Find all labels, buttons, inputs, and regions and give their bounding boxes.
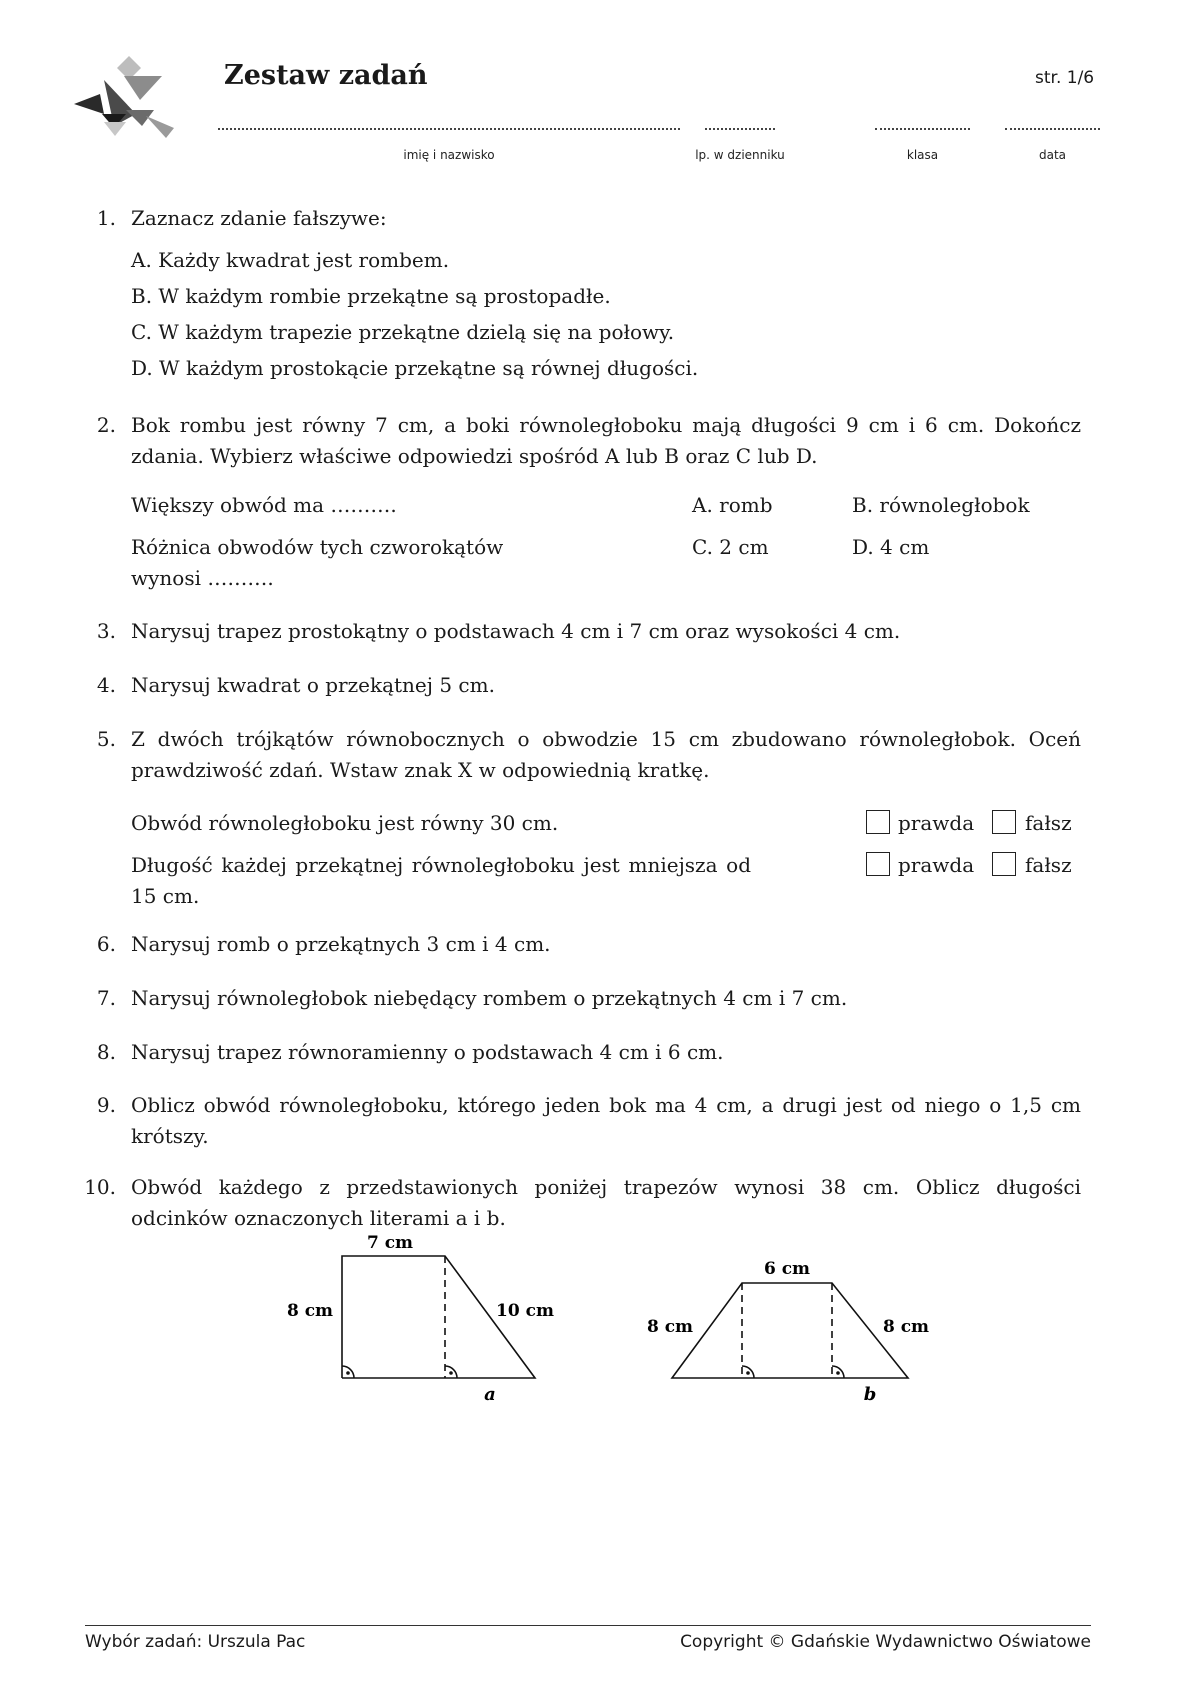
label-left: 8 cm — [646, 1317, 694, 1337]
label-top: 6 cm — [763, 1259, 811, 1279]
statement-1-false-checkbox[interactable] — [992, 810, 1016, 834]
question-text: Z dwóch trójkątów równobocznych o obwodzie 15 cm zbudowano równoległobok. Oceń prawdziwość zdań. Wstaw znak X w odpowiednią kratkę. — [131, 727, 1081, 782]
question-number: 4. — [96, 673, 116, 697]
page-title: Zestaw zadań — [224, 60, 428, 91]
question-text: Narysuj trapez prostokątny o podstawach 4 cm i 7 cm oraz wysokości 4 cm. — [131, 619, 901, 643]
label-slant: 10 cm — [496, 1301, 554, 1321]
label-right: 8 cm — [882, 1317, 930, 1337]
label-top: 7 cm — [366, 1233, 414, 1253]
number-field-label: lp. w dzienniku — [695, 148, 785, 162]
statement-1: Obwód równoległoboku jest równy 30 cm. — [131, 811, 559, 835]
class-field-label: klasa — [906, 148, 939, 162]
true-label: prawda — [898, 811, 975, 835]
question-number: 8. — [96, 1040, 116, 1064]
isosceles-trapezoid — [672, 1283, 908, 1378]
trapezoid-figures — [270, 1228, 950, 1408]
label-b: b — [863, 1384, 877, 1405]
question-text: Oblicz obwód równoległoboku, którego jeden bok ma 4 cm, a drugi jest od niego o 1,5 cm krótszy. — [131, 1093, 1081, 1148]
question-number: 7. — [96, 986, 116, 1010]
statement-2-true-checkbox[interactable] — [866, 852, 890, 876]
date-field-line[interactable] — [1005, 126, 1100, 130]
question-number: 1. — [96, 206, 116, 230]
footer-divider — [85, 1625, 1091, 1626]
name-field-line[interactable] — [218, 126, 680, 130]
answer-a[interactable]: A. romb — [692, 493, 773, 517]
sentence-perimeter-difference: Różnica obwodów tych czworokątów wynosi ………. — [131, 535, 504, 590]
statement-1-true-checkbox[interactable] — [866, 810, 890, 834]
footer-author: Wybór zadań: Urszula Pac — [85, 1632, 306, 1652]
class-field-line[interactable] — [875, 126, 970, 130]
option-b[interactable]: B. W każdym rombie przekątne są prostopadłe. — [131, 284, 611, 308]
option-a[interactable]: A. Każdy kwadrat jest rombem. — [131, 248, 450, 272]
question-number: 9. — [96, 1093, 116, 1117]
false-label: fałsz — [1025, 811, 1072, 835]
label-left: 8 cm — [286, 1301, 334, 1321]
question-number: 3. — [96, 619, 116, 643]
question-text: Narysuj trapez równoramienny o podstawach 4 cm i 6 cm. — [131, 1040, 724, 1064]
publisher-logo — [74, 56, 184, 146]
page-number: str. 1/6 — [1035, 68, 1095, 88]
question-text: Narysuj równoległobok niebędący rombem o przekątnych 4 cm i 7 cm. — [131, 986, 848, 1010]
number-field-line[interactable] — [705, 126, 775, 130]
sentence-larger-perimeter: Większy obwód ma ………. — [131, 493, 397, 517]
question-text: Narysuj kwadrat o przekątnej 5 cm. — [131, 673, 495, 697]
question-number: 2. — [96, 413, 116, 437]
name-field-label: imię i nazwisko — [403, 148, 495, 162]
statement-2: Długość każdej przekątnej równoległoboku jest mniejsza od 15 cm. — [131, 853, 751, 908]
statement-2-false-checkbox[interactable] — [992, 852, 1016, 876]
option-d[interactable]: D. W każdym prostokącie przekątne są równej długości. — [131, 356, 699, 380]
question-text: Narysuj romb o przekątnych 3 cm i 4 cm. — [131, 932, 551, 956]
question-number: 5. — [96, 727, 116, 751]
question-number: 6. — [96, 932, 116, 956]
footer-copyright: Copyright © Gdańskie Wydawnictwo Oświatowe — [680, 1632, 1091, 1652]
true-label: prawda — [898, 853, 975, 877]
question-text: Obwód każdego z przedstawionych poniżej trapezów wynosi 38 cm. Oblicz długości odcinków oznaczonych literami a i b. — [131, 1175, 1081, 1230]
label-a: a — [484, 1384, 496, 1405]
answer-b[interactable]: B. równoległobok — [852, 493, 1030, 517]
answer-d[interactable]: D. 4 cm — [852, 535, 930, 559]
question-number: 10. — [84, 1175, 116, 1199]
question-text: Zaznacz zdanie fałszywe: — [131, 206, 387, 230]
date-field-label: data — [1038, 148, 1067, 162]
false-label: fałsz — [1025, 853, 1072, 877]
question-text: Bok rombu jest równy 7 cm, a boki równoległoboku mają długości 9 cm i 6 cm. Dokończ zdania. Wybierz właściwe odpowiedzi spośród A lub B oraz C lub D. — [131, 413, 1081, 468]
option-c[interactable]: C. W każdym trapezie przekątne dzielą się na połowy. — [131, 320, 675, 344]
answer-c[interactable]: C. 2 cm — [692, 535, 769, 559]
